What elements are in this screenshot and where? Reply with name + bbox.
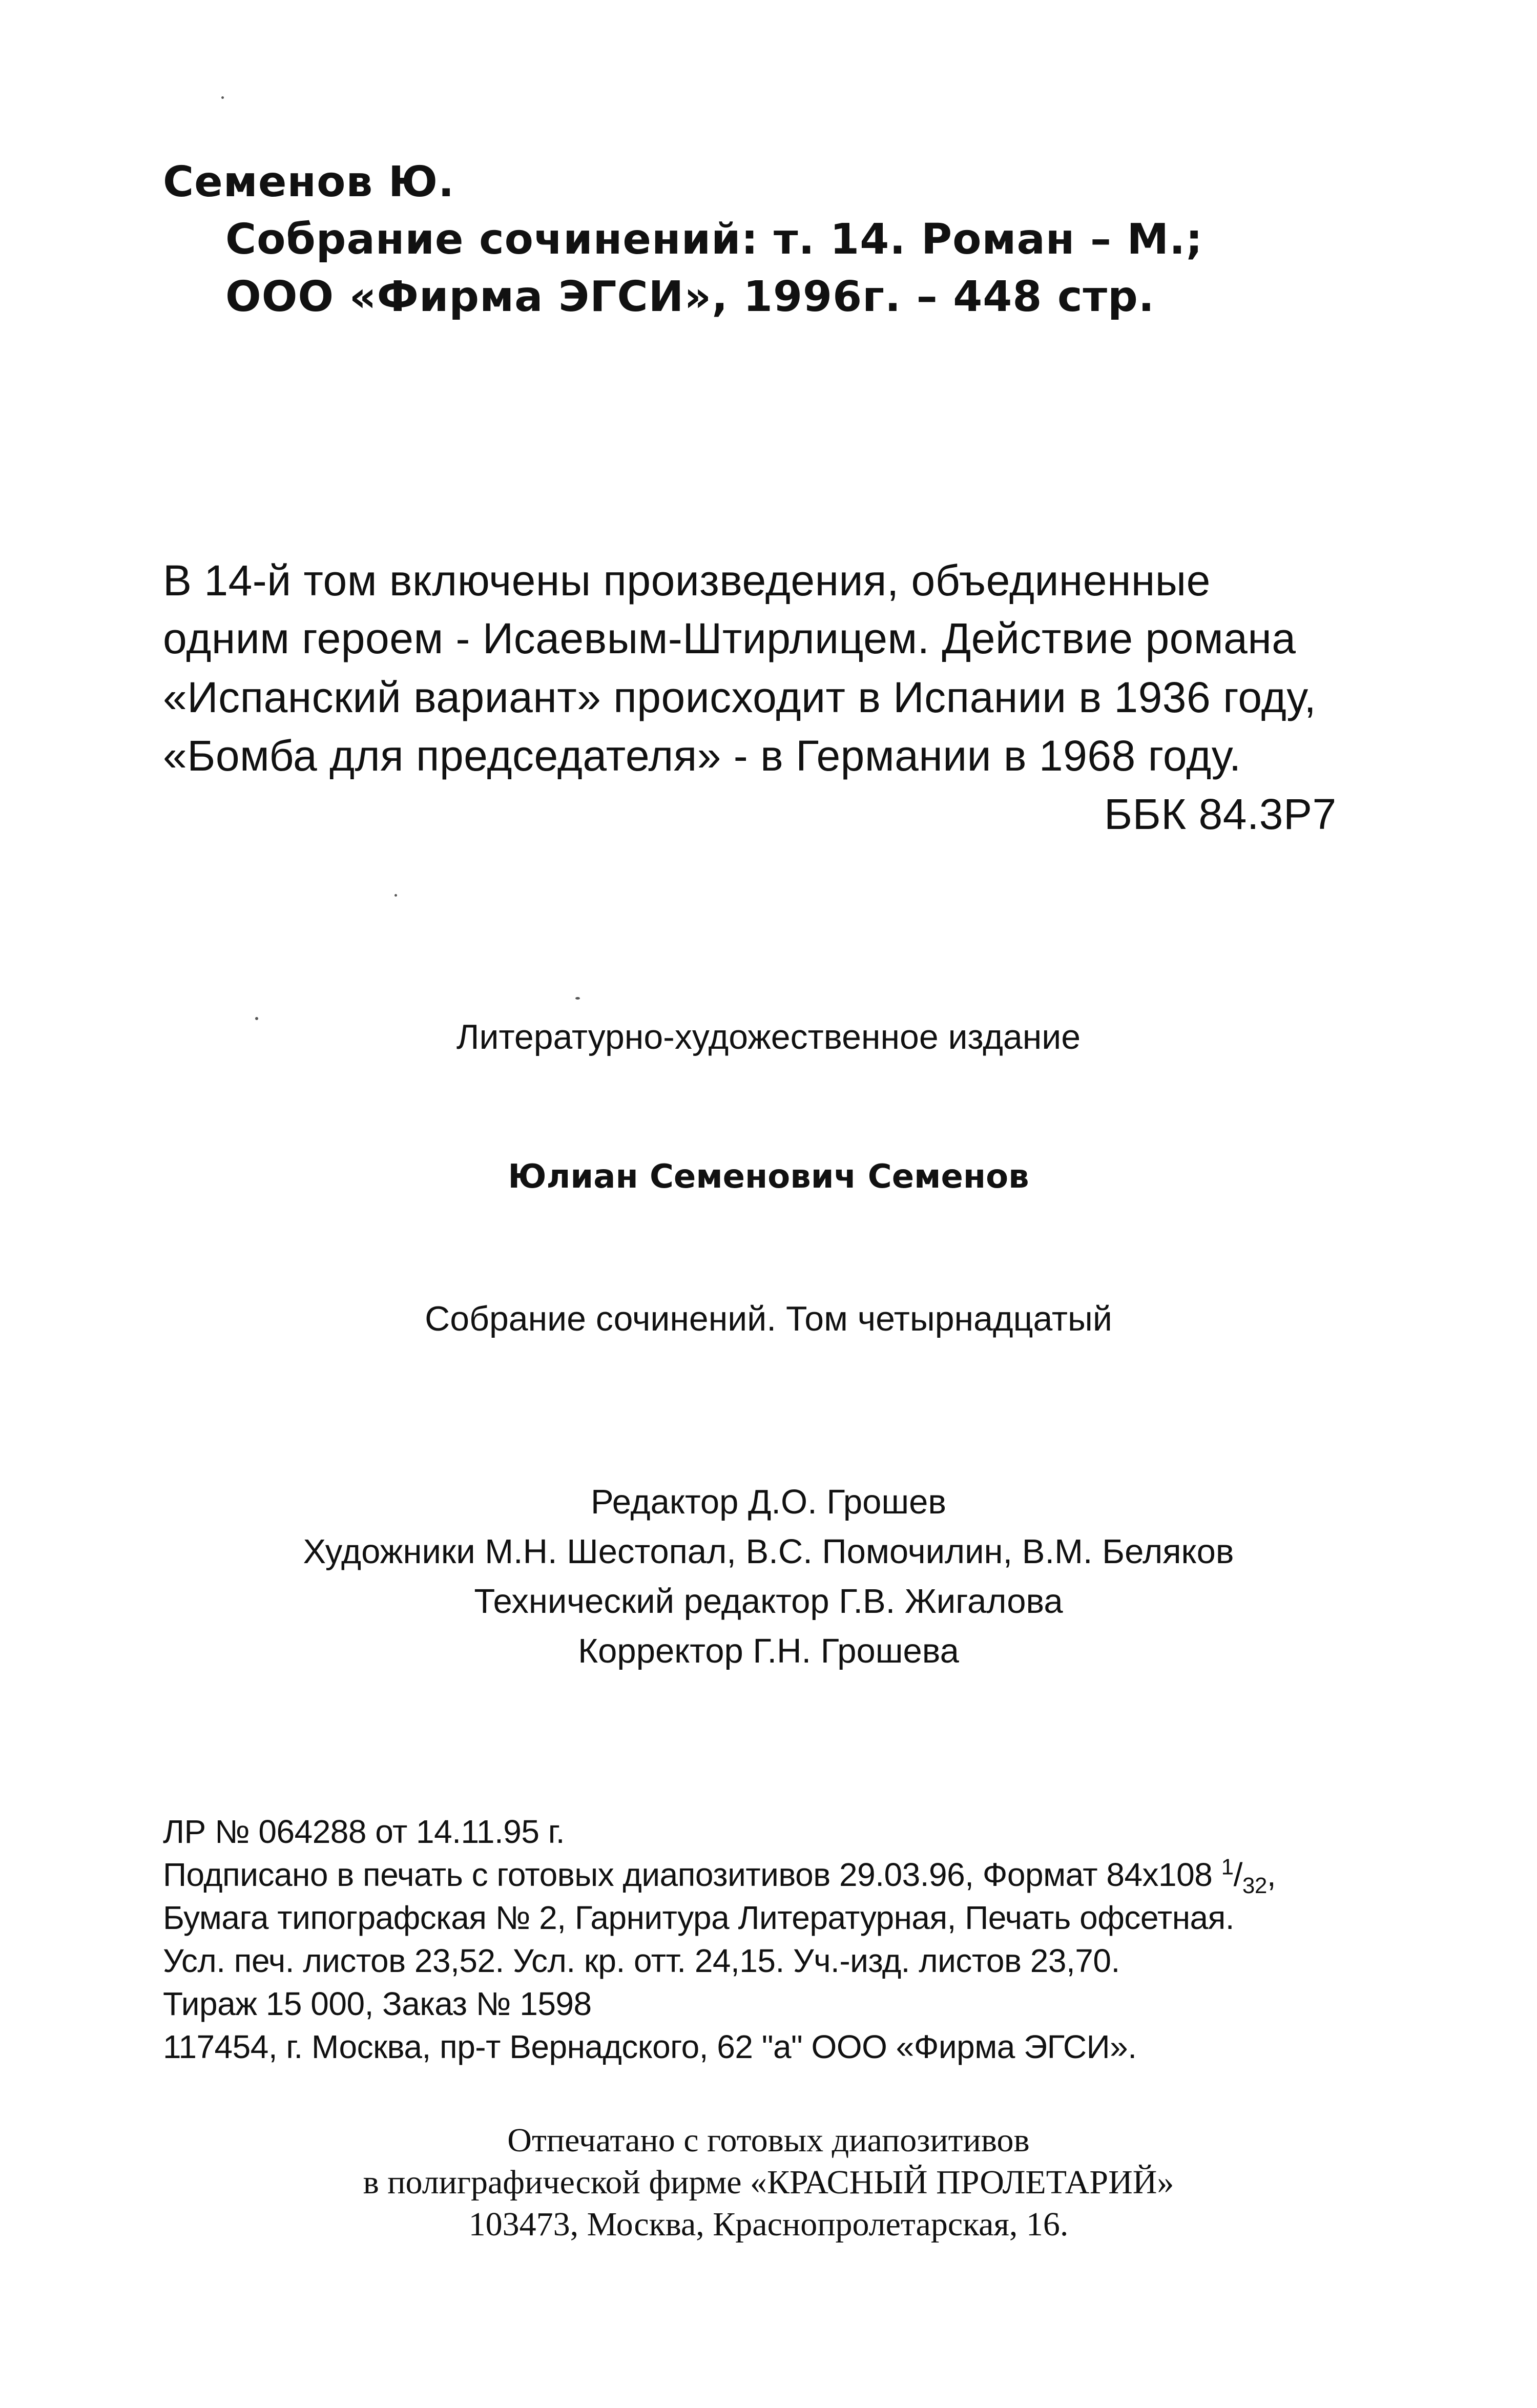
sheets-line: Усл. печ. листов 23,52. Усл. кр. отт. 24,15. Уч.-изд. листов 23,70. xyxy=(163,1942,1120,1979)
credit-editor: Редактор Д.О. Грошев xyxy=(590,1483,946,1521)
annotation-line-4: «Бомба для председателя» - в Германии в 1968 году. xyxy=(163,732,1241,780)
annotation-line-3: «Испанский вариант» происходит в Испании в 1936 году, xyxy=(163,673,1317,721)
credit-artists: Художники М.Н. Шестопал, В.С. Помочилин, В.М. Беляков xyxy=(303,1532,1234,1571)
signed-suffix: , xyxy=(1266,1856,1276,1893)
format-denominator: 32 xyxy=(1242,1873,1267,1898)
author-full-name: Юлиан Семенович Семенов xyxy=(508,1158,1029,1196)
bbk-code: ББК 84.3Р7 xyxy=(1104,790,1337,838)
address-line: 117454, г. Москва, пр-т Вернадского, 62 "а" ООО «Фирма ЭГСИ». xyxy=(163,2028,1137,2065)
signed-line: Подписано в печать с готовых диапозитивов 29.03.96, Формат 84х108 $^1/_{32}$, xyxy=(163,1854,1276,1898)
scan-speck xyxy=(255,1017,258,1020)
edition-type: Литературно-художественное издание xyxy=(456,1018,1081,1056)
scan-speck xyxy=(394,894,397,897)
credit-proofreader: Корректор Г.Н. Грошева xyxy=(578,1632,959,1670)
printer-line-3: 103473, Москва, Краснопролетарская, 16. xyxy=(468,2206,1069,2243)
printer-line-1: Отпечатано с готовых диапозитивов xyxy=(507,2122,1030,2159)
license-line: ЛР № 064288 от 14.11.95 г. xyxy=(163,1813,565,1850)
volume-title: Собрание сочинений. Том четырнадцатый xyxy=(425,1299,1112,1338)
paper-line: Бумага типографская № 2, Гарнитура Литературная, Печать офсетная. xyxy=(163,1899,1235,1936)
printer-line-2: в полиграфической фирме «КРАСНЫЙ ПРОЛЕТАРИЙ» xyxy=(363,2164,1174,2201)
print-run-line: Тираж 15 000, Заказ № 1598 xyxy=(163,1985,592,2022)
scan-speck xyxy=(575,997,580,1000)
signed-text: Подписано в печать с готовых диапозитивов 29.03.96, Формат 84х108 xyxy=(163,1856,1221,1893)
annotation-line-2: одним героем - Исаевым-Штирлицем. Действие романа xyxy=(163,614,1296,662)
title-line: Собрание сочинений: т. 14. Роман – М.; xyxy=(225,215,1203,264)
scan-speck xyxy=(221,96,224,99)
credit-tech-editor: Технический редактор Г.В. Жигалова xyxy=(474,1582,1063,1621)
author-short: Семенов Ю. xyxy=(163,158,455,206)
format-numerator: 1 xyxy=(1221,1854,1234,1880)
annotation-line-1: В 14-й том включены произведения, объединенные xyxy=(163,556,1211,605)
publisher-line: ООО «Фирма ЭГСИ», 1996г. – 448 стр. xyxy=(225,273,1155,321)
